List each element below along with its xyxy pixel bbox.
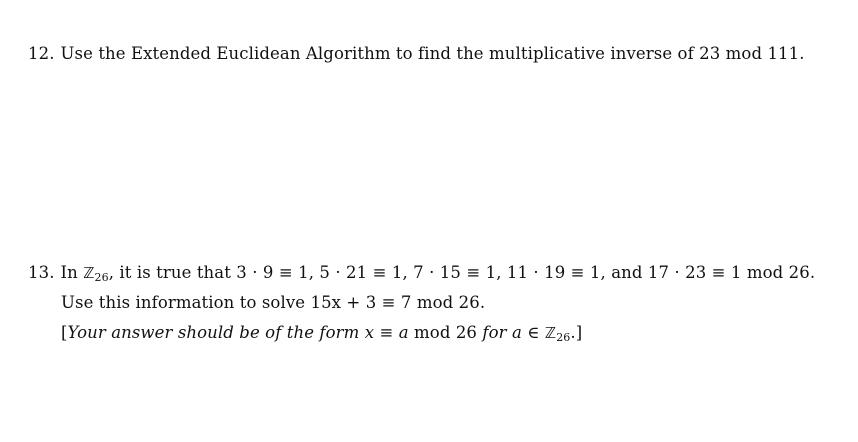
problem-13-number: 13. <box>28 263 55 282</box>
problem-13-prefix: In <box>60 263 84 282</box>
integers-mod-symbol-2: ℤ <box>544 324 557 342</box>
answer-form-italic: Your answer should be of the form x ≡ a <box>67 323 409 342</box>
answer-form-mod: mod 26 <box>408 323 483 342</box>
open-bracket: [ <box>61 323 68 342</box>
problem-13-line-2 <box>61 293 485 313</box>
problem-12 <box>28 44 805 64</box>
integers-mod-subscript-2: 26 <box>556 331 571 344</box>
problem-12-number: 12. <box>28 44 55 63</box>
problem-13-line-3 <box>61 323 582 343</box>
problem-12-text: Use the Extended Euclidean Algorithm to find the multiplicative inverse of 23 mod 111. <box>60 44 805 63</box>
answer-form-period: . <box>570 323 576 342</box>
close-bracket: ] <box>575 323 583 342</box>
integers-mod-subscript: 26 <box>94 271 109 284</box>
answer-form-for: for a ∈ <box>482 323 545 342</box>
problem-13-facts: , it is true that 3 · 9 ≡ 1, 5 · 21 ≡ 1, 7 · 15 ≡ 1, 11 · 19 ≡ 1, and 17 · 23 ≡ 1 mod 26. <box>108 263 816 282</box>
integers-mod-symbol: ℤ <box>83 264 95 282</box>
problem-13-instruction: Use this information to solve 15x + 3 ≡ 7 mod 26. <box>61 293 486 312</box>
problem-13-line-1 <box>28 263 815 283</box>
